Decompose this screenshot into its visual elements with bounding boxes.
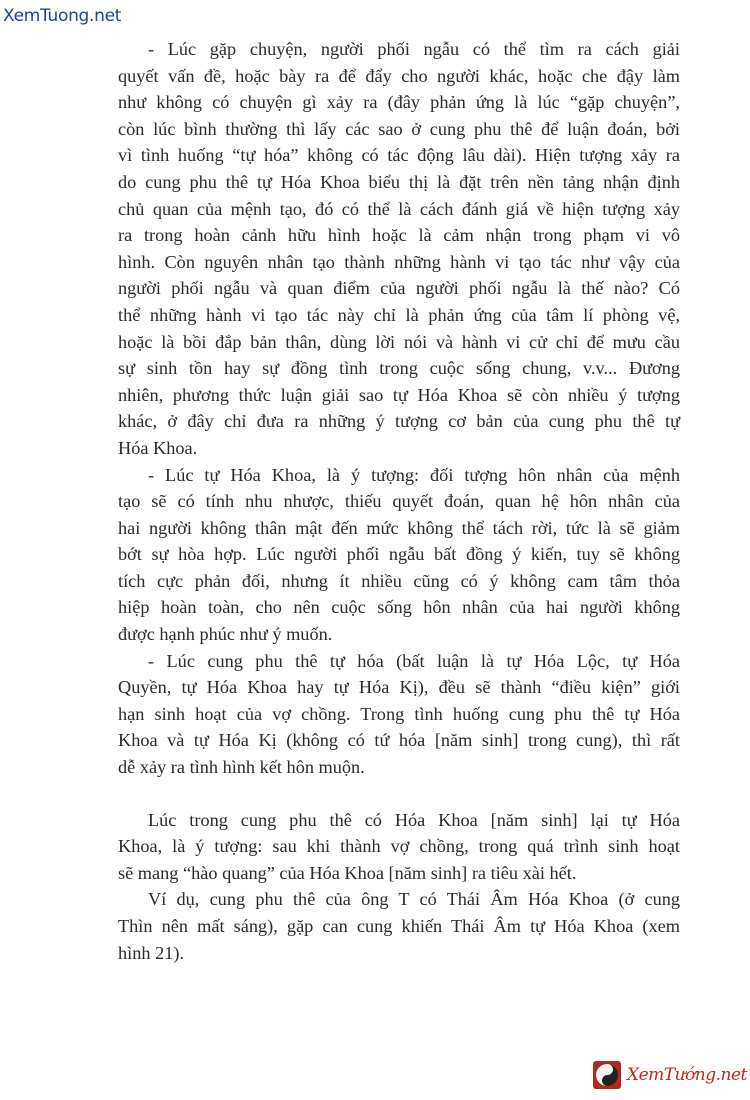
text-line: sự sinh tồn hay sự đồng tình trong cuộc sống chung, v.v... Đương — [118, 358, 680, 379]
text-line: tạo sẽ có tính nhu nhược, thiếu quyết đoán, quan hệ hôn nhân của — [118, 491, 680, 512]
text-line: hoặc là bồi đắp bản thân, dùng lời nói và hành vi cử chỉ để mưu cầu — [118, 331, 680, 352]
document-body — [118, 36, 680, 966]
text-line: Ví dụ, cung phu thê của ông T có Thái Âm Hóa Khoa (ở cung — [148, 889, 680, 910]
text-line: thể những hành vi tạo tác này chỉ là phản ứng của tâm lí phòng vệ, — [118, 304, 680, 325]
text-line: - Lúc gặp chuyện, người phối ngẫu có thể tìm ra cách giải — [148, 39, 680, 59]
text-line: hình 21). — [118, 942, 185, 963]
text-line: dễ xảy ra tình hình kết hôn muộn. — [118, 757, 365, 778]
site-watermark: XemTuong.net — [3, 6, 122, 26]
text-line: bớt sự hòa hợp. Lúc người phối ngẫu bất đồng ý kiến, tuy sẽ không — [118, 544, 680, 565]
text-line: ra trong hoàn cảnh hữu hình hoặc là cảm nhận trong phạm vi vô — [118, 225, 680, 246]
text-line: hai người không thân mật đến mức không thể tách rời, tức là sẽ giảm — [118, 517, 680, 538]
text-line: Khoa và tự Hóa Kị (không có tứ hóa [năm sinh] trong cung), thì rất — [118, 730, 680, 751]
text-line: khác, ở đây chỉ đưa ra những ý tượng cơ bản của cung phu thê tự — [118, 411, 680, 432]
text-line: tích cực phản đối, nhưng ít nhiều cũng có ý không cam tâm thỏa — [118, 570, 680, 591]
text-line: - Lúc cung phu thê tự hóa (bất luận là tự Hóa Lộc, tự Hóa — [148, 650, 680, 671]
text-line: hạn sinh hoạt của vợ chồng. Trong tình huống cung phu thê tự Hóa — [118, 703, 680, 724]
text-line: Thìn nên mất sáng), gặp can cung khiến Thái Âm tự Hóa Khoa (xem — [118, 916, 680, 936]
text-line: sẽ mang “hào quang” của Hóa Khoa [năm sinh] ra tiêu xài hết. — [118, 862, 577, 883]
footer-logo-text: XemTướng.net — [627, 1065, 747, 1085]
text-line: còn lúc bình thường thì lấy các sao ở cung phu thê để luận đoán, bởi — [118, 118, 680, 139]
text-line: Khoa, là ý tượng: sau khi thành vợ chồng, trong quá trình sinh hoạt — [118, 836, 680, 857]
footer-logo — [593, 1058, 747, 1092]
text-line: nhiên, phương thức luận giải sao tự Hóa Khoa sẽ còn nhiều ý tượng — [118, 384, 680, 405]
text-line: Hóa Khoa. — [118, 437, 198, 458]
text-line: vì tình huống “tự hóa” không có tác động lâu dài). Hiện tượng xảy ra — [118, 145, 680, 166]
text-line: - Lúc tự Hóa Khoa, là ý tượng: đối tượng hôn nhân của mệnh — [148, 464, 680, 485]
paragraph-gap — [118, 781, 680, 807]
text-line: Quyền, tự Hóa Khoa hay tự Hóa Kị), đều sẽ thành “điều kiện” giới — [118, 677, 680, 698]
text-line: hình. Còn nguyên nhân tạo thành những hành vi tạo tác như vậy của — [118, 251, 680, 272]
text-line: được hạnh phúc như ý muốn. — [118, 624, 333, 645]
text-line: hiệp hoàn toàn, cho nên cuộc sống hôn nhân của hai người không — [118, 597, 680, 618]
text-line: như không có chuyện gì xảy ra (đây phản ứng là lúc “gặp chuyện”, — [118, 92, 680, 113]
yin-yang-icon — [593, 1061, 621, 1089]
text-line: Lúc trong cung phu thê có Hóa Khoa [năm sinh] lại tự Hóa — [148, 809, 680, 830]
text-line: quyết vấn đề, hoặc bày ra để đẩy cho người khác, hoặc che đậy làm — [118, 65, 680, 86]
text-line: chủ quan của mệnh tạo, đó có thể là cách đánh giá về hiện tượng xảy — [118, 198, 680, 219]
text-line: người phối ngẫu và quan điểm của người phối ngẫu là thế nào? Có — [118, 278, 680, 299]
text-line: do cung phu thê tự Hóa Khoa biểu thị là đặt trên nền tảng nhận định — [118, 171, 680, 192]
